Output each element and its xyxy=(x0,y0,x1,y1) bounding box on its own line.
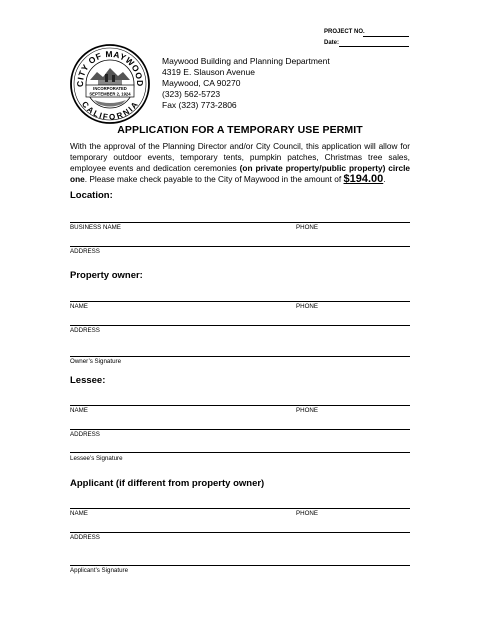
project-no-field[interactable] xyxy=(363,36,409,37)
location-address-label: ADDRESS xyxy=(70,248,100,255)
seal-bottom-text: CALIFORNIA xyxy=(79,99,141,122)
lessee-signature-label: Lessee’s Signature xyxy=(70,455,123,462)
owner-address-label: ADDRESS xyxy=(70,327,100,334)
project-no-label: PROJECT NO. xyxy=(324,29,365,35)
location-address-field[interactable] xyxy=(70,246,410,247)
lessee-address-field[interactable] xyxy=(70,429,410,430)
department-city: Maywood, CA 90270 xyxy=(162,78,241,88)
seal-band-line1: INCORPORATED xyxy=(93,86,127,91)
applicant-signature-label: Applicant’s Signature xyxy=(70,567,129,574)
lessee-heading: Lessee: xyxy=(70,375,106,386)
intro-bold-text: (on private property/public property) circle one xyxy=(70,163,410,184)
applicant-address-label: ADDRESS xyxy=(70,534,100,541)
location-heading: Location: xyxy=(70,190,113,201)
owner-signature-field[interactable] xyxy=(70,356,410,357)
lessee-name-field[interactable] xyxy=(70,405,410,406)
lessee-phone-label: PHONE xyxy=(296,407,319,414)
owner-name-label: NAME xyxy=(70,303,88,310)
department-street: 4319 E. Slauson Avenue xyxy=(162,67,255,77)
department-address xyxy=(162,56,330,111)
applicant-heading: Applicant (if different from property owner) xyxy=(70,478,265,489)
property-owner-heading: Property owner: xyxy=(70,270,143,281)
owner-name-field[interactable] xyxy=(70,301,410,302)
applicant-name-label: NAME xyxy=(70,510,88,517)
applicant-signature-field[interactable] xyxy=(70,565,410,566)
fee-amount: $194.00 xyxy=(343,173,384,185)
seal-top-text: CITY OF MAYWOOD xyxy=(74,48,146,87)
owner-signature-label: Owner’s Signature xyxy=(70,358,122,365)
applicant-name-field[interactable] xyxy=(70,508,410,509)
department-phone: (323) 562-5723 xyxy=(162,89,221,99)
lessee-name-label: NAME xyxy=(70,407,88,414)
lessee-address-label: ADDRESS xyxy=(70,431,100,438)
location-phone-label: PHONE xyxy=(296,224,319,231)
intro-text-end: . xyxy=(383,174,386,184)
department-fax: Fax (323) 773-2806 xyxy=(162,100,237,110)
owner-phone-label: PHONE xyxy=(296,303,319,310)
intro-text-2: . Please make check payable to the City of Maywood in the amount of xyxy=(84,174,344,184)
applicant-address-field[interactable] xyxy=(70,532,410,533)
date-field[interactable] xyxy=(339,46,409,47)
intro-paragraph xyxy=(70,141,410,185)
intro-text-1: With the approval of the Planning Director and/or City Council, this application will allow for temporary outdoor events, temporary tents, pumpkin patches, Christmas tree sales, employee events and dedication ceremonies xyxy=(70,141,410,173)
business-name-label: BUSINESS NAME xyxy=(70,224,121,231)
city-seal-logo xyxy=(70,44,150,124)
owner-address-field[interactable] xyxy=(70,325,410,326)
seal-band-line2: SEPTEMBER 2, 1924 xyxy=(89,91,131,97)
applicant-phone-label: PHONE xyxy=(296,510,319,517)
date-label: Date: xyxy=(324,40,340,46)
lessee-signature-field[interactable] xyxy=(70,452,410,453)
page-title: APPLICATION FOR A TEMPORARY USE PERMIT xyxy=(117,124,363,136)
department-name: Maywood Building and Planning Department xyxy=(162,56,330,66)
business-name-field[interactable] xyxy=(70,222,410,223)
